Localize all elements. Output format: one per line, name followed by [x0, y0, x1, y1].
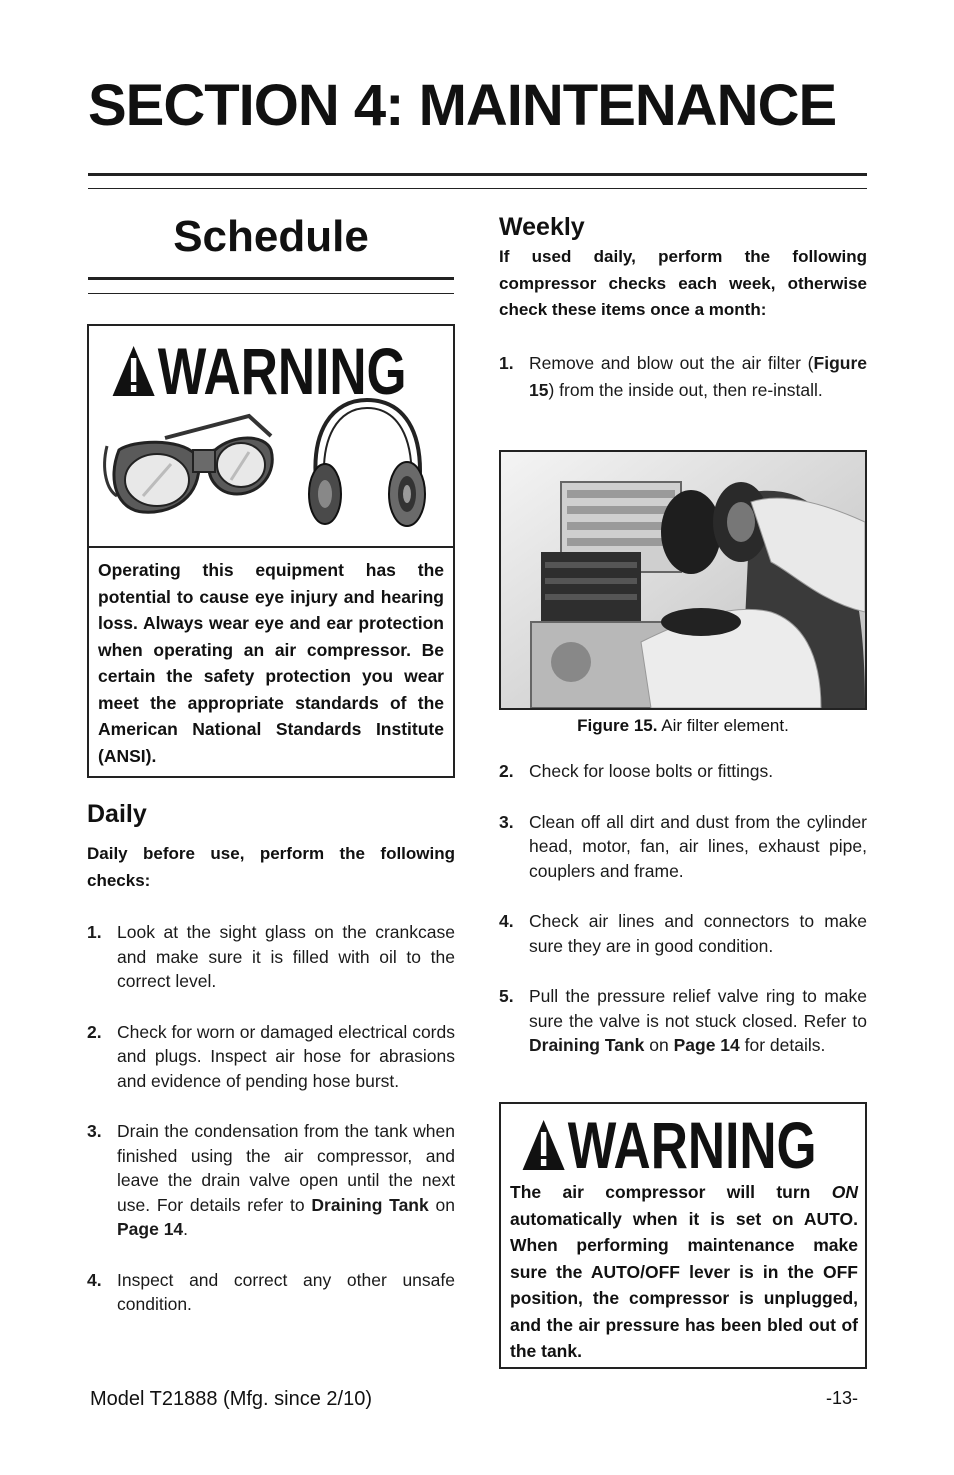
figure-caption-label: Figure 15.: [577, 716, 658, 735]
item-text: Inspect and correct any other unsafe condition.: [117, 1269, 455, 1314]
list-item: [87, 1020, 455, 1094]
figure-ref: Figure 15: [529, 353, 867, 400]
list-item: [499, 810, 867, 884]
list-item: [87, 1268, 455, 1317]
figure-15-photo: [499, 450, 867, 710]
weekly-heading: Weekly: [499, 213, 585, 241]
daily-list: [87, 920, 455, 1317]
figure-caption-text: Air filter element.: [657, 716, 789, 735]
section-rule-top: [88, 173, 867, 176]
warning-header: [521, 1108, 817, 1182]
list-item: [499, 350, 867, 403]
item-text: Check air lines and connectors to make sure they are in good condition.: [529, 911, 867, 956]
warning-text-auto: [510, 1179, 858, 1365]
item-text: Remove and blow out the air filter (: [529, 353, 814, 373]
warning-text-start: The air compressor will turn: [510, 1182, 832, 1202]
warning-text-on: ON: [831, 1182, 858, 1202]
page-ref: Page 14: [673, 1035, 740, 1055]
list-item: [87, 920, 455, 994]
item-text: Look at the sight glass on the crankcase and make sure it is filled with oil to the correct level.: [117, 922, 455, 991]
warning-triangle-icon: [521, 1118, 566, 1172]
item-number: 1.: [499, 353, 514, 373]
warning-text-eye-ear: Operating this equipment has the potential to cause eye injury and hearing loss. Always wear eye and ear protection when operating an air compressor. Be certain the safety protection you wear meet the appropriate standards of the American National Standards Institute (ANSI).: [98, 560, 444, 766]
item-text: Check for loose bolts or fittings.: [529, 761, 774, 781]
section-rule-bottom: [88, 188, 867, 189]
item-number: 4.: [499, 911, 514, 931]
schedule-rule-top: [88, 277, 454, 280]
item-text-connector: on: [428, 1194, 455, 1215]
warning-text-rest: automatically when it is set on AUTO. When performing maintenance make sure the AUTO/OFF lever is in the OFF position, the compressor is unplugged, and the air pressure has been bled out of the tank.: [510, 1208, 858, 1361]
item-text: Check for worn or damaged electrical cords and plugs. Inspect air hose for abrasions and evidence of pending hose burst.: [117, 1021, 455, 1091]
item-number: 5.: [499, 986, 514, 1006]
warning-label: WARNING: [157, 334, 407, 408]
item-text-connector: on: [644, 1035, 674, 1055]
safety-glasses-icon: [99, 410, 279, 522]
item-number: 1.: [87, 922, 102, 942]
section-title: SECTION 4: MAINTENANCE: [88, 73, 837, 138]
list-item: [499, 984, 867, 1058]
item-text-end: for details.: [739, 1035, 826, 1055]
draining-tank-ref: Draining Tank: [311, 1194, 429, 1215]
ear-muffs-icon: [303, 390, 433, 530]
warning-divider: [89, 546, 453, 548]
page-ref: Page 14: [117, 1219, 184, 1239]
figure-caption: [499, 716, 867, 736]
weekly-list-part2: [499, 759, 867, 1058]
daily-heading: Daily: [87, 800, 147, 828]
warning-box-auto: [499, 1102, 867, 1369]
schedule-rule-bottom: [88, 293, 454, 294]
draining-tank-ref: Draining Tank: [529, 1035, 645, 1055]
item-number: 3.: [499, 811, 514, 832]
item-number: 4.: [87, 1269, 102, 1290]
warning-box-eye-ear: [87, 324, 455, 778]
air-filter-photo-icon: [501, 452, 865, 708]
footer-page-number: -13-: [826, 1388, 859, 1408]
weekly-list-part1: [499, 350, 867, 403]
item-text-end: .: [183, 1219, 189, 1239]
item-text-end: ) from the inside out, then re-install.: [548, 379, 823, 400]
list-item: [499, 759, 867, 784]
item-number: 3.: [87, 1121, 102, 1141]
list-item: [499, 909, 867, 958]
footer-model: Model T21888 (Mfg. since 2/10): [90, 1388, 373, 1410]
warning-triangle-icon: [111, 344, 156, 398]
weekly-intro: If used daily, perform the following compressor checks each week, otherwise check these items once a month:: [499, 247, 867, 319]
item-number: 2.: [499, 761, 514, 781]
item-text: Pull the pressure relief valve ring to make sure the valve is not stuck closed. Refer to: [529, 986, 867, 1031]
item-text: Drain the condensation from the tank when finished using the air compressor, and leave the drain valve open until the next use. For details refer to: [117, 1121, 455, 1215]
schedule-heading: Schedule: [173, 212, 369, 261]
daily-intro: Daily before use, perform the following checks:: [87, 844, 455, 890]
list-item: [87, 1119, 455, 1242]
warning-label: WARNING: [567, 1108, 817, 1182]
item-number: 2.: [87, 1021, 102, 1042]
item-text: Clean off all dirt and dust from the cylinder head, motor, fan, air lines, exhaust pipe, couplers and frame.: [529, 811, 867, 881]
